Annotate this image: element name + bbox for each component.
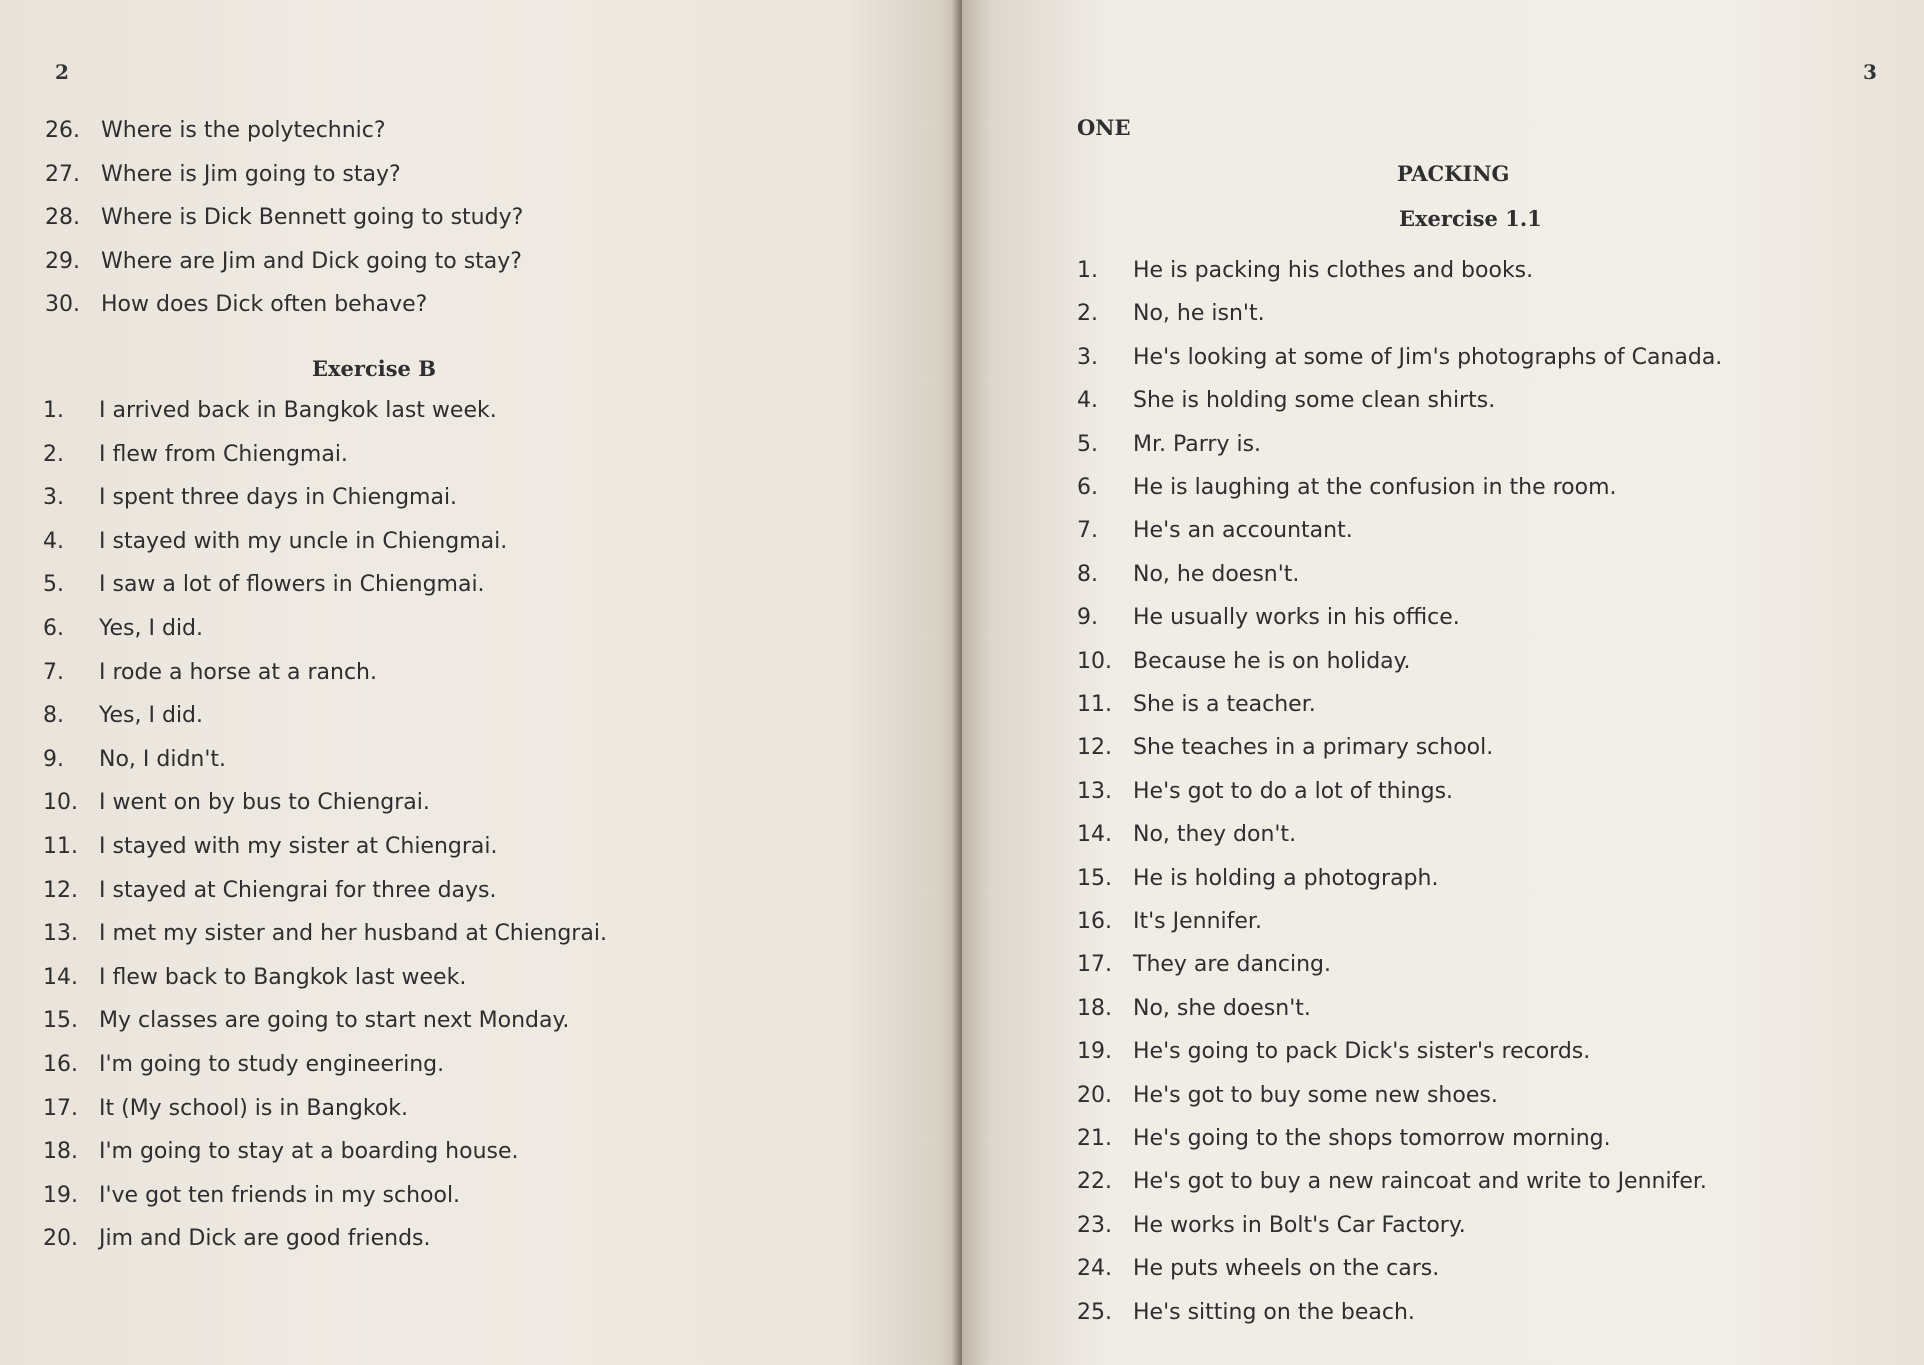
item-text: I've got ten friends in my school. [99, 1182, 461, 1208]
item-text: He's sitting on the beach. [1133, 1299, 1415, 1325]
item-number: 17. [43, 1095, 78, 1121]
exercise-1-1-title: Exercise 1.1 [1399, 206, 1542, 231]
list-item [43, 528, 507, 556]
list-item [1077, 951, 1331, 979]
list-item [43, 484, 457, 512]
item-number: 15. [1077, 865, 1112, 891]
item-text: He is packing his clothes and books. [1133, 258, 1534, 283]
item-number: 18. [43, 1139, 78, 1165]
item-number: 4. [43, 528, 64, 554]
list-item [43, 1007, 569, 1035]
item-text: I rode a horse at a ranch. [99, 659, 377, 685]
list-item [1077, 300, 1265, 328]
exercise-b-title: Exercise B [312, 356, 436, 381]
list-item [43, 1095, 408, 1123]
item-text: She teaches in a primary school. [1133, 735, 1494, 761]
item-text: It's Jennifer. [1133, 909, 1262, 934]
item-text: No, I didn't. [99, 746, 227, 772]
list-item [43, 789, 430, 817]
item-number: 10. [1077, 648, 1112, 674]
item-text: No, she doesn't. [1133, 995, 1311, 1021]
list-item [45, 117, 386, 145]
list-item [1077, 517, 1353, 545]
item-number: 2. [43, 441, 64, 467]
item-text: I stayed with my sister at Chiengrai. [99, 834, 498, 859]
item-number: 19. [43, 1182, 78, 1208]
item-number: 5. [43, 572, 64, 598]
list-item [43, 441, 348, 469]
list-item [1077, 344, 1722, 372]
item-number: 23. [1077, 1212, 1112, 1238]
item-number: 13. [1077, 778, 1112, 804]
list-item [1077, 431, 1261, 459]
list-item [45, 291, 427, 319]
list-item [43, 1051, 444, 1079]
item-text: No, he doesn't. [1133, 561, 1300, 587]
item-number: 9. [43, 746, 64, 772]
item-text: He's going to pack Dick's sister's records. [1133, 1039, 1591, 1065]
item-number: 27. [45, 161, 80, 187]
item-text: He's going to the shops tomorrow morning. [1133, 1126, 1611, 1151]
item-text: I flew back to Bangkok last week. [99, 964, 467, 990]
item-text: Yes, I did. [99, 616, 204, 641]
item-text: Where is Jim going to stay? [101, 161, 401, 187]
item-number: 7. [43, 659, 64, 685]
item-number: 8. [43, 703, 64, 729]
list-item [43, 397, 497, 425]
list-item [1077, 474, 1617, 502]
list-item [1077, 387, 1495, 415]
unit-label: ONE [1077, 115, 1131, 140]
page-number-left: 2 [55, 60, 69, 84]
item-number: 20. [1077, 1082, 1112, 1108]
item-number: 1. [43, 398, 64, 423]
list-item [1077, 734, 1493, 762]
list-item [1077, 821, 1296, 849]
item-number: 19. [1077, 1039, 1112, 1065]
list-item [1077, 1168, 1707, 1196]
list-item [43, 833, 498, 861]
item-text: He's an accountant. [1133, 518, 1353, 544]
item-text: She is holding some clean shirts. [1133, 388, 1496, 414]
item-number: 8. [1077, 561, 1098, 587]
item-number: 26. [45, 118, 80, 143]
item-text: I stayed with my uncle in Chiengmai. [99, 528, 508, 554]
item-number: 20. [43, 1226, 78, 1252]
list-item [1077, 1299, 1415, 1327]
item-text: No, he isn't. [1133, 301, 1265, 327]
item-number: 11. [1077, 692, 1112, 717]
list-item [1077, 604, 1460, 632]
item-number: 6. [43, 616, 64, 641]
list-item [43, 571, 485, 599]
item-text: I spent three days in Chiengmai. [99, 485, 458, 511]
list-item [43, 615, 203, 643]
item-text: I'm going to stay at a boarding house. [99, 1139, 519, 1165]
item-text: I went on by bus to Chiengrai. [99, 790, 430, 816]
list-item [45, 248, 522, 276]
list-item [1077, 908, 1262, 936]
list-item [1077, 648, 1411, 676]
item-text: It (My school) is in Bangkok. [99, 1095, 409, 1121]
item-number: 30. [45, 292, 80, 317]
item-text: He is holding a photograph. [1133, 865, 1439, 891]
list-item [1077, 1255, 1439, 1283]
item-text: He is laughing at the confusion in the room. [1133, 475, 1617, 500]
list-item [1077, 257, 1533, 285]
list-item [45, 161, 401, 189]
page-number-right: 3 [1863, 60, 1877, 84]
item-text: They are dancing. [1133, 952, 1331, 978]
item-text: I'm going to study engineering. [99, 1052, 445, 1077]
item-text: Mr. Parry is. [1133, 431, 1262, 457]
right-page [962, 0, 1924, 1365]
list-item [43, 1138, 519, 1166]
item-number: 1. [1077, 258, 1098, 283]
item-text: He's got to buy a new raincoat and write to Jennifer. [1133, 1169, 1707, 1195]
item-text: How does Dick often behave? [101, 292, 428, 317]
item-text: Where is the polytechnic? [101, 118, 386, 143]
item-number: 25. [1077, 1299, 1112, 1325]
list-item [1077, 1125, 1611, 1153]
item-text: He's looking at some of Jim's photographs of Canada. [1133, 344, 1723, 370]
item-number: 28. [45, 205, 80, 230]
item-text: I flew from Chiengmai. [99, 441, 348, 467]
item-number: 14. [1077, 822, 1112, 848]
unit-title: PACKING [1397, 161, 1510, 186]
item-text: Yes, I did. [99, 703, 204, 729]
item-number: 18. [1077, 995, 1112, 1021]
item-number: 29. [45, 248, 80, 274]
list-item [43, 1182, 460, 1210]
list-item [43, 659, 377, 687]
list-item [1077, 691, 1316, 719]
list-item [45, 204, 523, 232]
item-number: 3. [43, 485, 64, 511]
item-text: I arrived back in Bangkok last week. [99, 398, 497, 423]
list-item [1077, 1212, 1466, 1240]
item-number: 6. [1077, 475, 1098, 500]
list-item [43, 964, 466, 992]
item-text: Jim and Dick are good friends. [99, 1226, 431, 1252]
item-number: 2. [1077, 301, 1098, 327]
item-text: I met my sister and her husband at Chiengrai. [99, 921, 607, 947]
list-item [1077, 1082, 1498, 1110]
list-item [1077, 1038, 1590, 1066]
item-number: 12. [1077, 735, 1112, 761]
list-item [43, 877, 497, 905]
item-text: He's got to buy some new shoes. [1133, 1082, 1498, 1108]
item-number: 5. [1077, 431, 1098, 457]
item-number: 16. [1077, 909, 1112, 934]
item-text: He usually works in his office. [1133, 605, 1460, 631]
item-number: 16. [43, 1052, 78, 1077]
list-item [1077, 561, 1299, 589]
item-text: Where are Jim and Dick going to stay? [101, 248, 522, 274]
item-number: 4. [1077, 388, 1098, 414]
item-text: She is a teacher. [1133, 692, 1316, 717]
item-text: No, they don't. [1133, 822, 1297, 848]
item-number: 22. [1077, 1169, 1112, 1195]
item-text: Where is Dick Bennett going to study? [101, 205, 524, 230]
item-number: 3. [1077, 344, 1098, 370]
item-text: He works in Bolt's Car Factory. [1133, 1212, 1466, 1238]
item-number: 11. [43, 834, 78, 859]
item-number: 13. [43, 921, 78, 947]
list-item [43, 920, 607, 948]
list-item [43, 1225, 431, 1253]
item-number: 12. [43, 877, 78, 903]
item-number: 17. [1077, 952, 1112, 978]
list-item [1077, 995, 1311, 1023]
list-item [1077, 865, 1438, 893]
item-text: He puts wheels on the cars. [1133, 1256, 1440, 1282]
item-text: My classes are going to start next Monday. [99, 1008, 570, 1034]
list-item [43, 702, 203, 730]
list-item [43, 746, 226, 774]
item-text: I saw a lot of flowers in Chiengmai. [99, 572, 485, 598]
item-text: I stayed at Chiengrai for three days. [99, 877, 497, 903]
list-item [1077, 778, 1453, 806]
item-number: 7. [1077, 518, 1098, 544]
item-number: 10. [43, 790, 78, 816]
item-text: He's got to do a lot of things. [1133, 778, 1454, 804]
item-number: 9. [1077, 605, 1098, 631]
item-number: 14. [43, 964, 78, 990]
item-text: Because he is on holiday. [1133, 648, 1411, 674]
item-number: 15. [43, 1008, 78, 1034]
item-number: 24. [1077, 1256, 1112, 1282]
item-number: 21. [1077, 1126, 1112, 1151]
